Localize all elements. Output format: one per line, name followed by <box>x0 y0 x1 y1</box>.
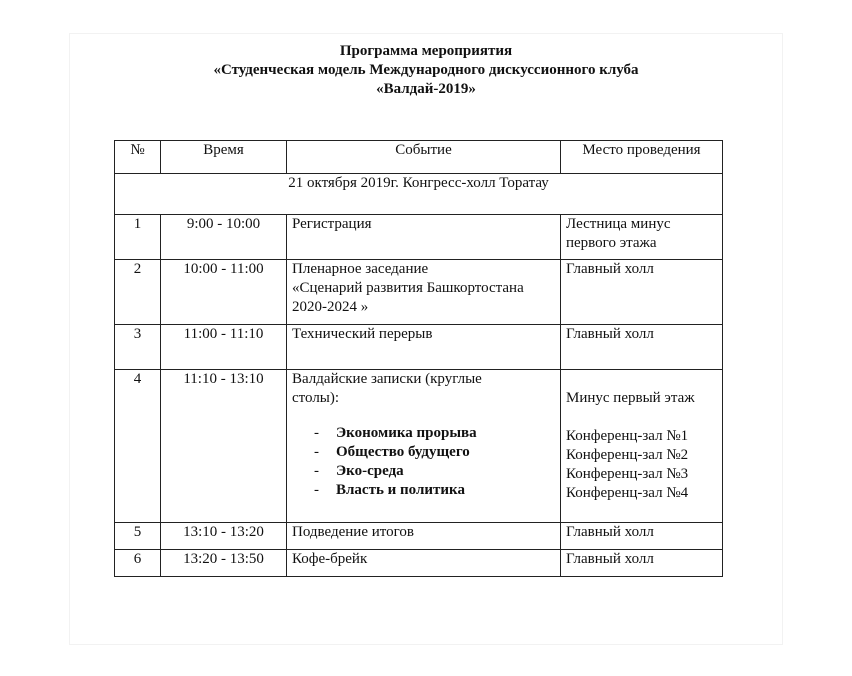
row-place <box>561 370 723 523</box>
event-line: Пленарное заседание <box>292 261 429 277</box>
place-line: Конференц-зал №1 <box>566 428 689 444</box>
place-line: Конференц-зал №4 <box>566 485 689 501</box>
table-row <box>115 325 723 370</box>
event-line: «Сценарий развития Башкортостана <box>292 280 524 296</box>
event-line: 2020-2024 » <box>292 299 369 315</box>
place-line: первого этажа <box>566 235 657 251</box>
place-line: Конференц-зал №2 <box>566 447 689 463</box>
event-line: столы): <box>292 390 340 406</box>
event-line: Кофе-брейк <box>292 551 368 567</box>
row-time: 13:10 - 13:20 <box>161 523 287 550</box>
list-item <box>314 424 555 443</box>
header-place: Место проведения <box>561 141 723 174</box>
list-item-label: Общество будущего <box>336 444 470 460</box>
row-event <box>287 550 561 577</box>
row-event <box>287 260 561 325</box>
row-time: 10:00 - 11:00 <box>161 260 287 325</box>
row-number: 6 <box>115 550 161 577</box>
list-item-label: Власть и политика <box>336 482 465 498</box>
header-event: Событие <box>287 141 561 174</box>
list-item <box>314 481 555 500</box>
dash-bullet: - <box>314 444 319 460</box>
place-line: Лестница минус <box>566 216 671 232</box>
event-line: Технический перерыв <box>292 326 433 342</box>
event-line: Регистрация <box>292 216 372 232</box>
row-number: 1 <box>115 215 161 260</box>
table-row <box>115 370 723 523</box>
dash-bullet: - <box>314 463 319 479</box>
row-place <box>561 260 723 325</box>
table-header-row <box>115 141 723 174</box>
list-item-label: Экономика прорыва <box>336 425 477 441</box>
table-row <box>115 260 723 325</box>
title-line-1: Программа мероприятия <box>339 43 513 59</box>
place-line: Главный холл <box>566 524 654 540</box>
event-line: Валдайские записки (круглые <box>292 371 482 387</box>
list-item <box>314 462 555 481</box>
row-event <box>287 370 561 523</box>
table-row <box>115 550 723 577</box>
row-place <box>561 215 723 260</box>
row-number: 2 <box>115 260 161 325</box>
event-line: Подведение итогов <box>292 524 414 540</box>
row-place <box>561 325 723 370</box>
title-line-3: «Валдай-2019» <box>376 81 476 97</box>
row-place <box>561 550 723 577</box>
title-line-2: «Студенческая модель Международного дискуссионного клуба <box>213 62 639 78</box>
row-number: 3 <box>115 325 161 370</box>
row-time: 13:20 - 13:50 <box>161 550 287 577</box>
list-item <box>314 443 555 462</box>
day-label: 21 октября 2019г. Конгресс-холл Торатау <box>115 174 723 215</box>
header-number: № <box>115 141 161 174</box>
day-row <box>115 174 723 215</box>
place-line: Конференц-зал №3 <box>566 466 689 482</box>
row-event <box>287 325 561 370</box>
row-time: 9:00 - 10:00 <box>161 215 287 260</box>
row-event <box>287 523 561 550</box>
table-row <box>115 523 723 550</box>
list-item-label: Эко-среда <box>336 463 404 479</box>
row-number: 4 <box>115 370 161 523</box>
row-time: 11:10 - 13:10 <box>161 370 287 523</box>
place-line: Минус первый этаж <box>566 390 695 406</box>
place-line: Главный холл <box>566 326 654 342</box>
row-number: 5 <box>115 523 161 550</box>
row-event <box>287 215 561 260</box>
row-place <box>561 523 723 550</box>
dash-bullet: - <box>314 482 319 498</box>
document-title <box>0 42 852 99</box>
header-time: Время <box>161 141 287 174</box>
program-table <box>114 140 723 577</box>
round-tables-list <box>292 424 555 500</box>
place-line: Главный холл <box>566 551 654 567</box>
place-spacer <box>566 408 717 427</box>
row-time: 11:00 - 11:10 <box>161 325 287 370</box>
dash-bullet: - <box>314 425 319 441</box>
place-line: Главный холл <box>566 261 654 277</box>
table-row <box>115 215 723 260</box>
